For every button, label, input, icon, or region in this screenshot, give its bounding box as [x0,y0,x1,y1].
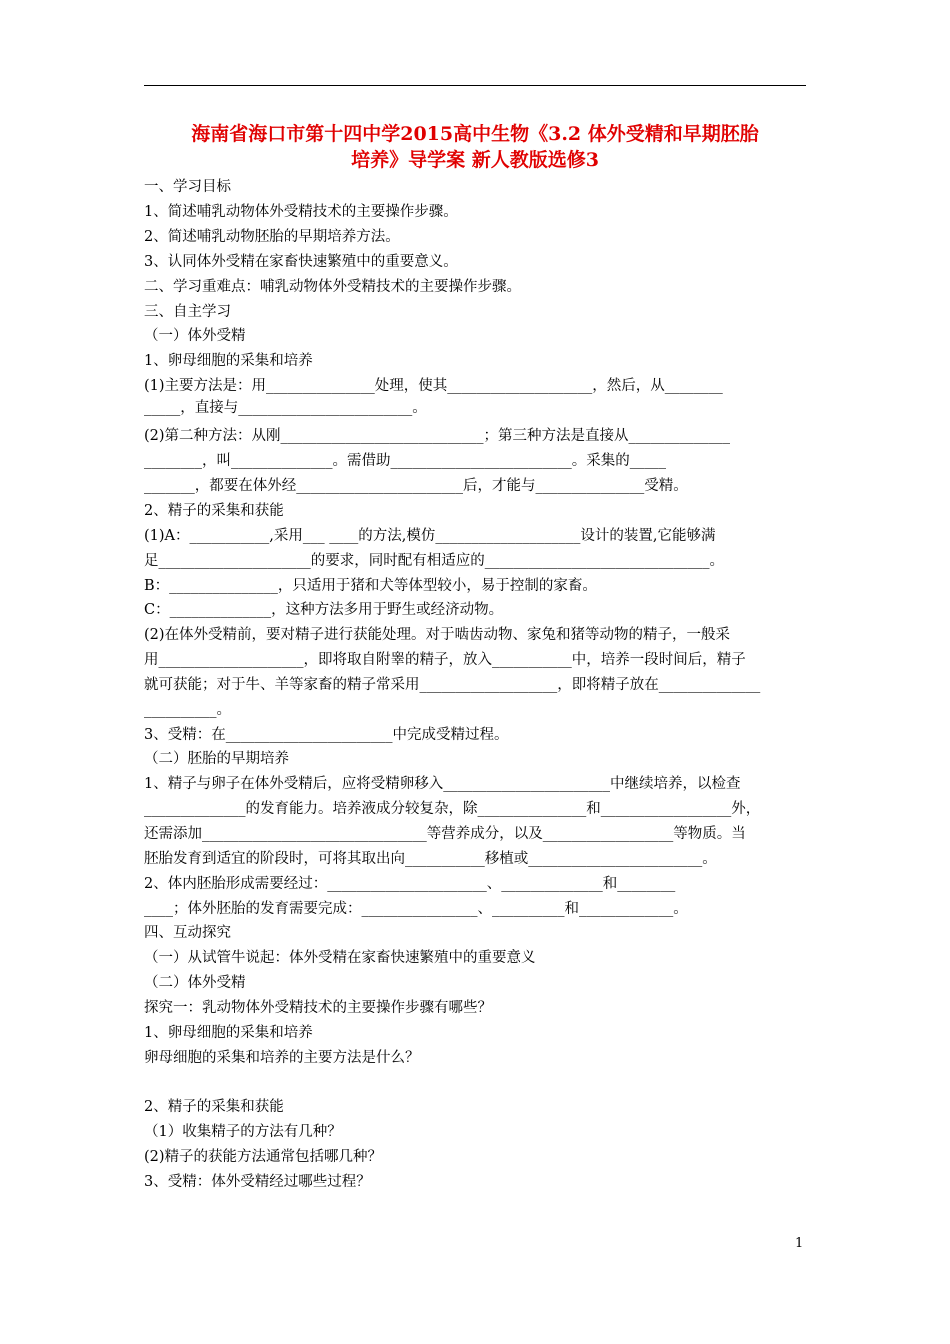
text-line: 1、精子与卵子在体外受精后，应将受精卵移入_______________________中继续培养，以检查 [144,776,741,792]
text-line: (2)第二种方法：从刚____________________________；第三种方法是直接从______________ [144,428,731,444]
text-line: 3、受精：体外受精经过哪些过程？ [144,1174,371,1190]
text-line: 三、自主学习 [144,304,231,320]
document-title-line-2: 培养》导学案 新人教版选修3 [351,149,599,171]
text-line: （1）收集精子的方法有几种？ [144,1124,342,1140]
text-line: 2、精子的采集和获能 [144,1099,284,1115]
text-line: B：_______________，只适用于猪和犬等体型较小，易于控制的家畜。 [144,578,597,594]
text-line: 2、简述哺乳动物胚胎的早期培养方法。 [144,229,400,245]
text-line: 胚胎发育到适宜的阶段时，可将其取出向___________移植或________________________。 [144,851,717,867]
text-line: 1、卵母细胞的采集和培养 [144,353,313,369]
page-number: 1 [795,1236,804,1251]
document-title-line-1: 海南省海口市第十四中学2015高中生物《3.2 体外受精和早期胚胎 [191,123,759,145]
text-line: (1)A：___________,采用___ ____的方法,模仿____________________设计的装置,它能够满 [144,528,716,544]
text-line: 就可获能；对于牛、羊等家畜的精子常采用___________________，即将精子放在______________ [144,677,761,693]
text-line: 3、受精：在_______________________中完成受精过程。 [144,727,509,743]
text-line: 四、互动探究 [144,925,231,941]
text-line: (2)精子的获能方法通常包括哪几种？ [144,1149,383,1165]
text-line: (1)主要方法是：用_______________处理，使其____________________，然后，从________ [144,378,723,394]
text-line: （二）体外受精 [144,975,246,991]
text-line: _______，都要在体外经_______________________后，才能与_______________受精。 [144,478,688,494]
text-line: （二）胚胎的早期培养 [144,751,289,767]
text-line: __________。 [144,702,231,718]
text-line: 一、学习目标 [144,179,231,195]
text-line: ____；体外胚胎的发育需要完成：________________、__________和_____________。 [144,901,688,917]
text-line: 足_____________________的要求，同时配有相适应的_______________________________。 [144,553,724,569]
text-line: ______________的发育能力。培养液成分较复杂，除_______________和__________________外， [144,801,761,817]
text-line: ________，叫______________。需借助_________________________。采集的_____ [144,453,666,469]
text-line: 2、精子的采集和获能 [144,503,284,519]
text-line: 1、卵母细胞的采集和培养 [144,1025,313,1041]
text-line: 探究一：乳动物体外受精技术的主要操作步骤有哪些？ [144,1000,492,1016]
header-rule [144,85,806,86]
text-line: （一）体外受精 [144,328,246,344]
text-line: 还需添加_______________________________等营养成分，以及__________________等物质。当 [144,826,746,842]
text-line: 卵母细胞的采集和培养的主要方法是什么？ [144,1050,420,1066]
text-line: 二、学习重难点：哺乳动物体外受精技术的主要操作步骤。 [144,279,521,295]
text-line: 3、认同体外受精在家畜快速繁殖中的重要意义。 [144,254,458,270]
text-line: (2)在体外受精前，要对精子进行获能处理。对于啮齿动物、家兔和猪等动物的精子，一般采 [144,627,731,643]
text-line: 用____________________，即将取自附睾的精子，放入___________中，培养一段时间后，精子 [144,652,746,668]
text-line: 2、体内胚胎形成需要经过：______________________、______________和________ [144,876,676,892]
text-line: _____，直接与________________________。 [144,400,427,416]
text-line: （一）从试管牛说起：体外受精在家畜快速繁殖中的重要意义 [144,950,536,966]
text-line: 1、简述哺乳动物体外受精技术的主要操作步骤。 [144,204,458,220]
text-line: C：______________，这种方法多用于野生或经济动物。 [144,602,504,618]
